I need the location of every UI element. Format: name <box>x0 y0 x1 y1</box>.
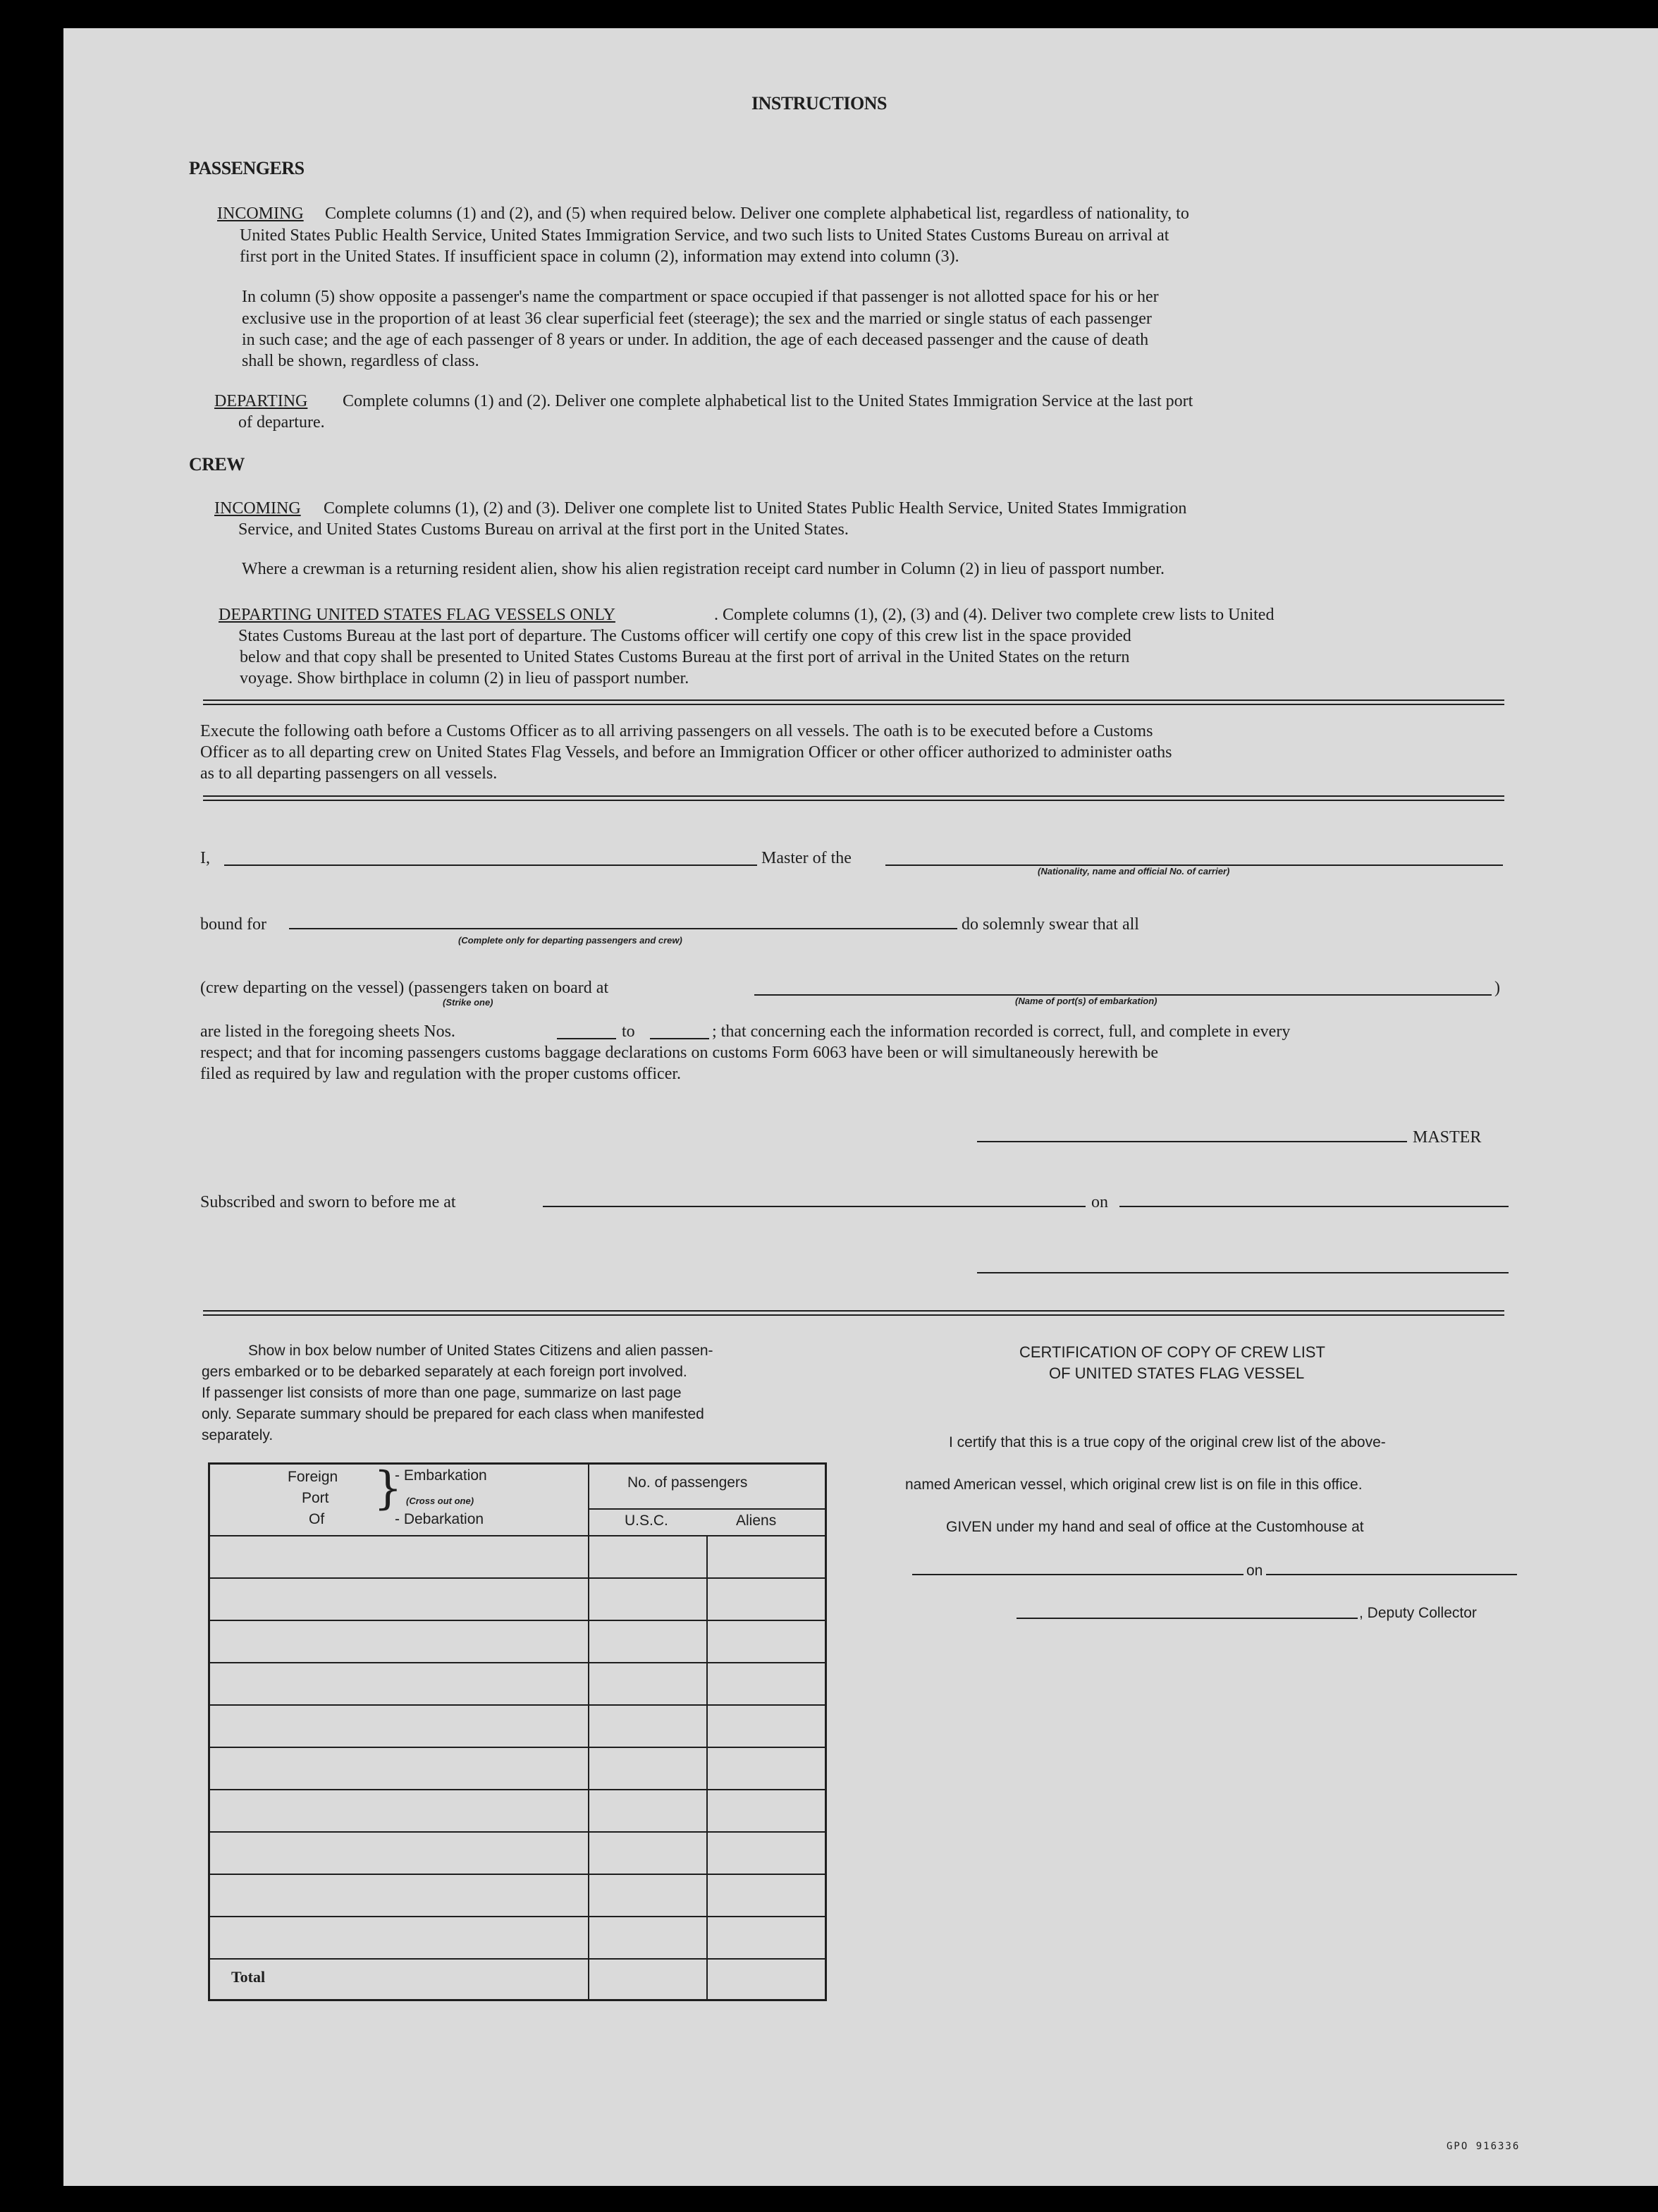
sworn-on-label: on <box>1091 1193 1108 1211</box>
column5-line: exclusive use in the proportion of at least 36 clear superficial feet (steerage); the sex and the married or single status of each passenger <box>242 310 1152 328</box>
crew-departing-line: below and that copy shall be presented to United States Customs Bureau at the first port of arrival in the United States on the return <box>240 648 1130 666</box>
oath-instruction-line: Execute the following oath before a Customs Officer as to all arriving passengers on all vessels. The oath is to be executed before a Customs <box>200 722 1153 740</box>
passengers-heading: PASSENGERS <box>189 158 305 178</box>
subscribed-label: Subscribed and sworn to before me at <box>200 1193 456 1211</box>
bound-for-field[interactable] <box>289 928 957 929</box>
sworn-date-field[interactable] <box>1119 1206 1509 1207</box>
crew-incoming-line: Service, and United States Customs Bureau on arrival at the first port in the United States. <box>238 520 849 539</box>
summary-line: only. Separate summary should be prepared for each class when manifested <box>202 1406 704 1422</box>
bound-for-label: bound for <box>200 915 266 934</box>
column5-line: in such case; and the age of each passenger of 8 years or under. In addition, the age of each deceased passenger and the cause of death <box>242 331 1149 349</box>
embarkation-label: - Embarkation <box>395 1467 487 1484</box>
crew-departing-line: voyage. Show birthplace in column (2) in lieu of passport number. <box>240 669 689 688</box>
certify-line: named American vessel, which original crew list is on file in this office. <box>905 1477 1363 1493</box>
column5-line: shall be shown, regardless of class. <box>242 352 479 370</box>
port-caption: (Name of port(s) of embarkation) <box>1015 996 1157 1006</box>
certification-title: OF UNITED STATES FLAG VESSEL <box>1049 1364 1305 1382</box>
customhouse-field[interactable] <box>912 1574 1244 1575</box>
debarkation-label: - Debarkation <box>395 1511 484 1527</box>
master-name-field[interactable] <box>224 864 757 866</box>
summary-line: Show in box below number of United States Citizens and alien passen- <box>248 1343 713 1359</box>
bound-for-caption: (Complete only for departing passengers and crew) <box>458 935 682 946</box>
passengers-departing-line: Complete columns (1) and (2). Deliver one complete alphabetical list to the United States Immigration Service at the last port <box>343 392 1193 410</box>
sheet-from-field[interactable] <box>557 1038 616 1039</box>
certify-line: I certify that this is a true copy of the original crew list of the above- <box>949 1434 1386 1450</box>
passengers-departing-label: DEPARTING <box>214 392 308 410</box>
column5-line: In column (5) show opposite a passenger's name the compartment or space occupied if that passenger is not allotted space for his or her <box>242 288 1159 306</box>
certification-title: CERTIFICATION OF COPY OF CREW LIST <box>1019 1343 1325 1361</box>
oath-instruction-line: Officer as to all departing crew on United States Flag Vessels, and before an Immigration Officer or other officer authorized to administer oaths <box>200 743 1172 762</box>
total-label: Total <box>231 1968 266 1986</box>
respect-line: filed as required by law and regulation with the proper customs officer. <box>200 1065 682 1083</box>
close-paren: ) <box>1494 979 1500 997</box>
passengers-departing-line: of departure. <box>238 413 325 432</box>
master-of-the-label: Master of the <box>761 849 852 867</box>
sheet-to-field[interactable] <box>650 1038 709 1039</box>
crew-heading: CREW <box>189 454 245 475</box>
crew-departing-line: . Complete columns (1), (2), (3) and (4). Deliver two complete crew lists to United <box>714 606 1275 624</box>
deputy-signature-field[interactable] <box>1017 1618 1358 1619</box>
passengers-incoming-label: INCOMING <box>217 204 304 223</box>
listed-post-text: ; that concerning each the information recorded is correct, full, and complete in every <box>712 1022 1291 1041</box>
passenger-summary-table <box>208 1462 827 2001</box>
master-signature-field[interactable] <box>977 1141 1407 1142</box>
crew-departing-label: DEPARTING UNITED STATES FLAG VESSELS ONLY <box>219 606 615 624</box>
passengers-incoming-line: United States Public Health Service, United States Immigration Service, and two such lists to United States Customs Bureau on arrival at <box>240 226 1169 245</box>
crew-incoming-label: INCOMING <box>214 499 301 518</box>
oath-instruction-line: as to all departing passengers on all vessels. <box>200 764 498 783</box>
listed-label: are listed in the foregoing sheets Nos. <box>200 1022 455 1041</box>
no-of-passengers-header: No. of passengers <box>627 1474 748 1491</box>
crew-resident-line: Where a crewman is a returning resident alien, show his alien registration receipt card number in Column (2) in lieu of passport number. <box>242 560 1165 578</box>
page-title: INSTRUCTIONS <box>751 93 887 114</box>
passengers-incoming-line: Complete columns (1) and (2), and (5) when required below. Deliver one complete alphabetical list, regardless of nationality, to <box>325 204 1189 223</box>
section-divider <box>203 699 1504 705</box>
crew-departing-line: States Customs Bureau at the last port of departure. The Customs officer will certify one copy of this crew list in the space provided <box>238 627 1131 645</box>
certify-on-label: on <box>1246 1563 1263 1579</box>
foreign-label: Foreign <box>288 1469 338 1485</box>
oath-i-label: I, <box>200 849 210 867</box>
respect-line: respect; and that for incoming passengers customs baggage declarations on customs Form 6063 have been or will simultaneously herewith be <box>200 1044 1158 1062</box>
aliens-header: Aliens <box>736 1513 777 1529</box>
strike-caption: (Strike one) <box>443 997 493 1008</box>
section-divider <box>203 795 1504 801</box>
summary-line: gers embarked or to be debarked separately at each foreign port involved. <box>202 1364 687 1380</box>
usc-header: U.S.C. <box>625 1513 668 1529</box>
section-divider <box>203 1310 1504 1316</box>
cross-out-label: (Cross out one) <box>406 1496 474 1506</box>
carrier-caption: (Nationality, name and official No. of carrier) <box>1038 866 1230 876</box>
gpo-number: GPO 916336 <box>1447 2141 1521 2152</box>
brace-icon: } <box>374 1462 403 1515</box>
summary-line: separately. <box>202 1427 274 1443</box>
summary-line: If passenger list consists of more than one page, summarize on last page <box>202 1385 682 1401</box>
deputy-collector-label: , Deputy Collector <box>1359 1605 1477 1621</box>
listed-to-label: to <box>622 1022 635 1041</box>
certify-date-field[interactable] <box>1266 1574 1517 1575</box>
crew-departing-oath: (crew departing on the vessel) (passengers taken on board at <box>200 979 609 997</box>
port-label: Port <box>302 1490 329 1506</box>
swear-label: do solemnly swear that all <box>962 915 1139 934</box>
passengers-incoming-line: first port in the United States. If insufficient space in column (2), information may extend into column (3). <box>240 248 959 266</box>
sworn-place-field[interactable] <box>543 1206 1086 1207</box>
crew-incoming-line: Complete columns (1), (2) and (3). Deliver one complete list to United States Public Health Service, United States Immigration <box>324 499 1187 518</box>
master-label: MASTER <box>1413 1128 1482 1147</box>
officer-signature-field[interactable] <box>977 1272 1509 1273</box>
certify-line: GIVEN under my hand and seal of office at the Customhouse at <box>946 1519 1364 1535</box>
of-label: Of <box>309 1511 325 1527</box>
